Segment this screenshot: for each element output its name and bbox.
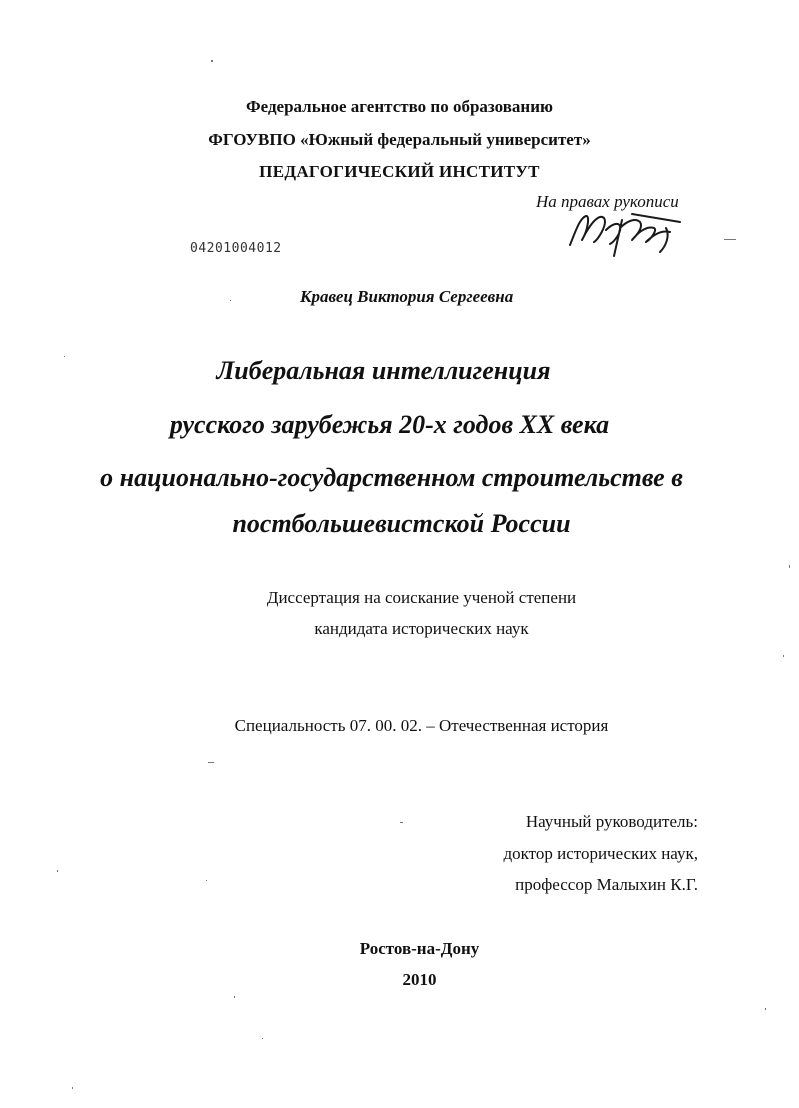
signature-image bbox=[562, 200, 692, 260]
year: 2010 bbox=[402, 970, 437, 989]
title-line-1: Либеральная интеллигенция bbox=[216, 356, 551, 385]
agency-name: Федеральное агентство по образованию bbox=[246, 97, 553, 116]
supervisor-label: Научный руководитель: bbox=[525, 812, 698, 831]
title-line-3: о национально-государственном строительстве в bbox=[100, 463, 683, 492]
scan-speck bbox=[234, 996, 235, 998]
scan-speck bbox=[206, 880, 207, 881]
scan-speck bbox=[57, 870, 58, 872]
scan-speck bbox=[211, 60, 213, 62]
scan-speck bbox=[400, 822, 403, 823]
scan-speck bbox=[765, 1008, 766, 1010]
supervisor-degree: доктор исторических наук, bbox=[503, 844, 698, 863]
degree-line-2: кандидата исторических наук bbox=[314, 619, 529, 638]
scan-speck bbox=[783, 655, 784, 657]
specialty: Специальность 07. 00. 02. – Отечественная история bbox=[234, 716, 609, 735]
scan-speck bbox=[72, 1087, 73, 1089]
scan-speck bbox=[789, 565, 790, 568]
university-name: ФГОУВПО «Южный федеральный университет» bbox=[208, 130, 591, 149]
supervisor-name: профессор Малыхин К.Г. bbox=[515, 875, 698, 894]
title-line-2: русского зарубежья 20-х годов XX века bbox=[169, 410, 610, 439]
title-line-4: постбольшевистской России bbox=[232, 509, 571, 538]
city: Ростов-на-Дону bbox=[359, 939, 480, 958]
scan-speck bbox=[208, 762, 214, 763]
institute-name: ПЕДАГОГИЧЕСКИЙ ИНСТИТУТ bbox=[259, 162, 540, 181]
author-name: Кравец Виктория Сергеевна bbox=[300, 287, 514, 306]
manuscript-rights-note: На правах рукописи bbox=[536, 192, 679, 211]
degree-line-1: Диссертация на соискание ученой степени bbox=[266, 588, 577, 607]
scan-speck bbox=[64, 356, 65, 357]
scan-speck bbox=[230, 300, 231, 301]
scan-mark bbox=[724, 239, 736, 240]
archive-number: 04201004012 bbox=[190, 241, 282, 256]
scan-speck bbox=[262, 1038, 263, 1039]
